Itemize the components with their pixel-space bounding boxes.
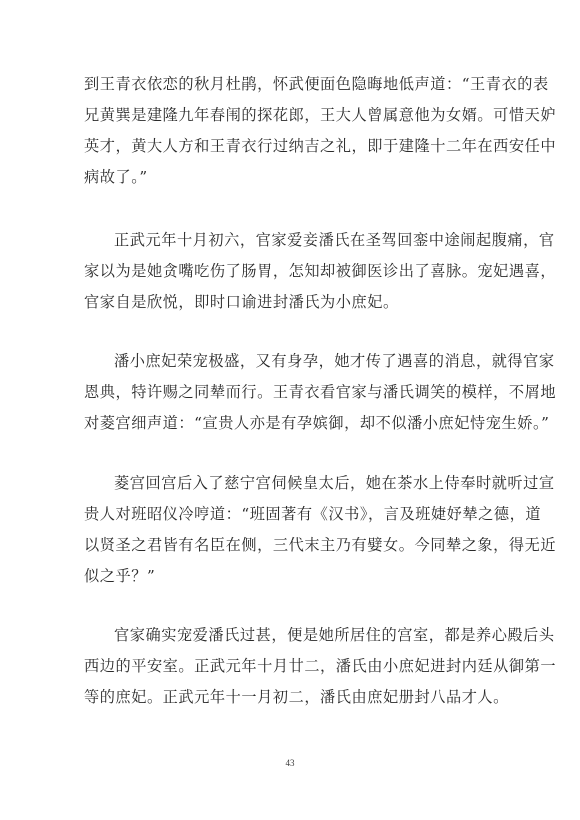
paragraph-line: 似之乎？” — [84, 567, 156, 585]
paragraph-3 — [84, 346, 557, 439]
paragraph-line: 病故了。” — [84, 168, 148, 186]
paragraph-line: 英才，黄大人方和王青衣行过纳吉之礼，即于建隆十二年在西安任中 — [84, 137, 557, 155]
paragraph-line: 对菱宫细声道：“宣贵人亦是有孕嫔御，却不似潘小庶妃恃宠生娇。” — [84, 414, 550, 432]
paragraph-line: 官家自是欣悦，即时口谕进封潘氏为小庶妃。 — [84, 293, 399, 311]
paragraph-line: 官家确实宠爱潘氏过甚，便是她所居住的宫室，都是养心殿后头 — [114, 626, 555, 644]
paragraph-line: 正武元年十月初六，官家爱妾潘氏在圣驾回銮中途闹起腹痛，官 — [114, 231, 555, 249]
paragraph-line: 贵人对班昭仪冷哼道：“班固著有《汉书》，言及班婕妤辇之德，道 — [84, 505, 542, 523]
paragraph-line: 等的庶妃。正武元年十一月初二，潘氏由庶妃册封八品才人。 — [84, 688, 509, 706]
paragraph-line: 恩典，特许赐之同辇而行。王青衣看官家与潘氏调笑的模样，不屑地 — [84, 383, 557, 401]
paragraph-4 — [84, 468, 557, 592]
page-number: 43 — [285, 758, 295, 768]
paragraph-5 — [84, 620, 557, 713]
paragraph-line: 菱宫回宫后入了慈宁宫伺候皇太后，她在茶水上侍奉时就听过宣 — [114, 474, 555, 492]
paragraph-2 — [84, 225, 557, 318]
paragraph-line: 家以为是她贪嘴吃伤了肠胃，怎知却被御医诊出了喜脉。宠妃遇喜， — [84, 262, 557, 280]
paragraph-line: 潘小庶妃荣宠极盛，又有身孕，她才传了遇喜的消息，就得官家 — [114, 352, 555, 370]
paragraph-line: 西边的平安室。正武元年十月廿二，潘氏由小庶妃进封内廷从御第一 — [84, 657, 557, 675]
paragraph-1 — [84, 69, 557, 193]
paragraph-line: 到王青衣依恋的秋月杜鹃，怀武便面色隐晦地低声道：“王青衣的表 — [84, 75, 549, 93]
paragraph-line: 以贤圣之君皆有名臣在侧，三代末主乃有嬖女。今同辇之象，得无近 — [84, 536, 557, 554]
paragraph-line: 兄黄巽是建隆九年春闱的探花郎，王大人曾属意他为女婿。可惜天妒 — [84, 106, 557, 124]
